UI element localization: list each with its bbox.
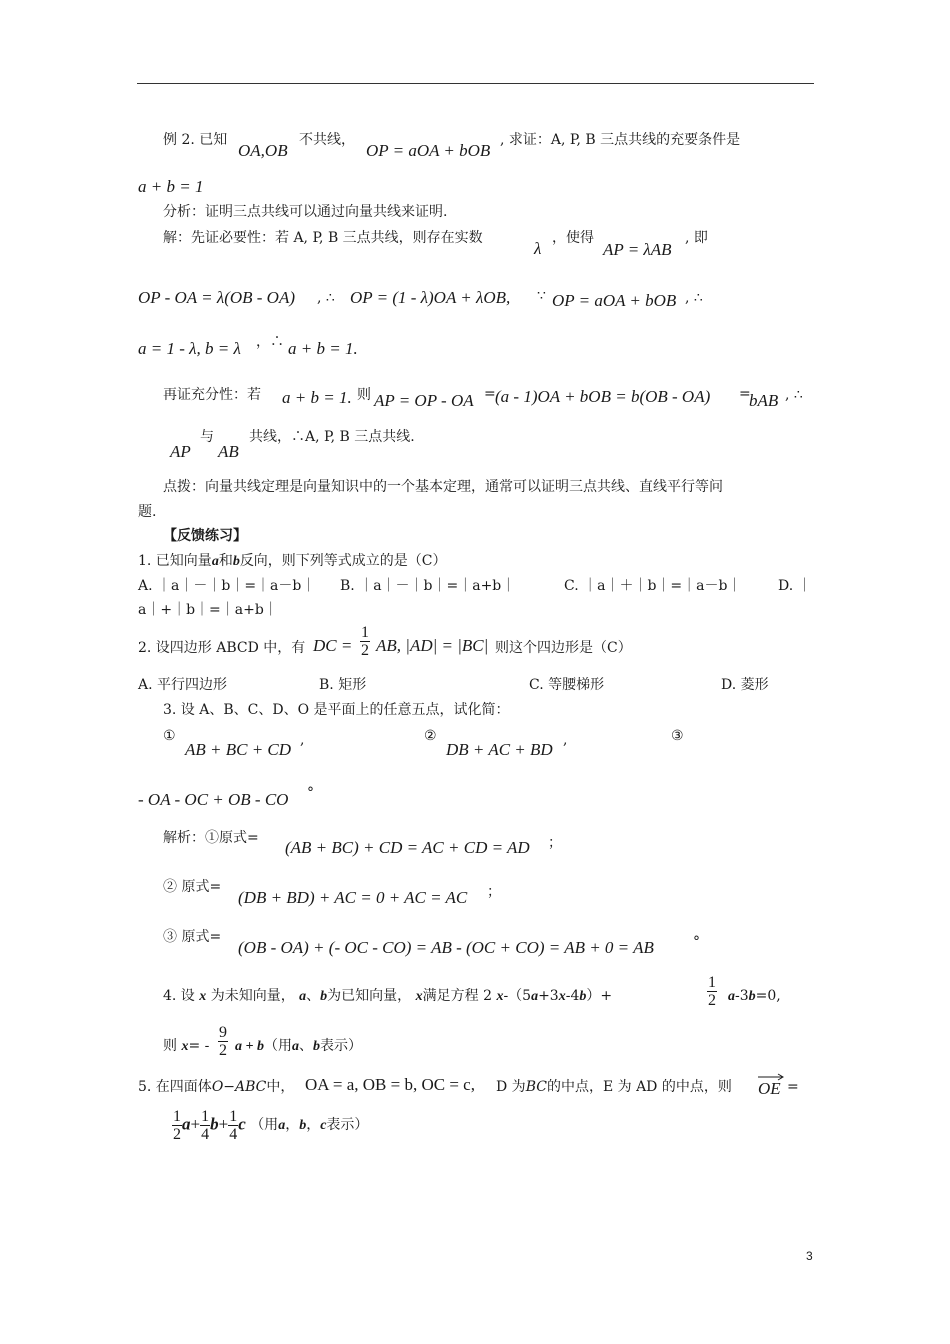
- ex2-collinear-conclusion: 共线，∴A, P, B 三点共线.: [249, 429, 415, 445]
- ex2-suf-bab: bAB: [749, 391, 779, 410]
- q2-stem-a: 2. 设四边形 ABCD 中，有: [138, 640, 306, 656]
- q2-option-d: D. 菱形: [721, 677, 769, 693]
- q2-half: [360, 624, 370, 659]
- q5-equals: =: [787, 1079, 799, 1095]
- q4-stem: [163, 987, 612, 1006]
- ex2-analysis: 分析：证明三点共线可以通过向量共线来证明.: [163, 204, 448, 220]
- q5-plus1: +: [190, 1114, 201, 1134]
- q5-tail-sep1: ，: [285, 1117, 300, 1133]
- q3-expr-1-punct: ,: [300, 732, 305, 748]
- q4-eq-part10: -3: [735, 988, 749, 1004]
- q4-ans-eq: = -: [188, 1038, 210, 1054]
- ex2-line1: [163, 131, 227, 149]
- header-rule: [137, 83, 814, 84]
- q4-ans-a: a: [291, 1039, 299, 1054]
- q2-half-num: 1: [361, 624, 369, 641]
- q2-ab-ad-bc: AB, |AD| = |BC|: [376, 636, 489, 655]
- q5-tetrahedron: O−ABC: [211, 1079, 267, 1095]
- q3-circle-3: ③: [671, 728, 684, 744]
- q3-expr-3-punct: °: [307, 785, 314, 801]
- q5-tail-sep2: ，: [306, 1117, 321, 1133]
- q4-ans-x: x: [181, 1039, 189, 1054]
- q4-b: b: [320, 989, 328, 1004]
- q2-option-a: A. 平行四边形: [138, 677, 228, 693]
- q3-sol1: (AB + BC) + CD = AC + CD = AD: [285, 838, 530, 857]
- q5-tail-a: a: [278, 1118, 286, 1133]
- ex2-therefore2: , ∴: [685, 290, 703, 306]
- q4-half: [707, 974, 717, 1009]
- q5-frac3-den: 4: [229, 1126, 238, 1143]
- ex2-tip-line2: 题.: [138, 504, 157, 520]
- q5-tail-c: c: [320, 1118, 327, 1133]
- q4-x: x: [199, 989, 207, 1004]
- ex2-namely: , 即: [685, 230, 708, 246]
- ex2-ap-lambda-ab: AP = λAB: [603, 240, 672, 259]
- ex2-intro: 例 2. 已知: [163, 132, 228, 148]
- q4-eq-x2: x: [558, 989, 566, 1004]
- q3-sol2: (DB + BD) + AC = 0 + AC = AC: [238, 888, 468, 907]
- ex2-ab: AB: [218, 442, 239, 461]
- ex2-suf-ap: AP = OP - OA: [374, 391, 474, 410]
- q1-stem-c: 反向，则下列等式成立的是（C）: [239, 553, 447, 569]
- q1-option-c: C. ｜a｜＋｜b｜=｜a－b｜: [564, 578, 742, 594]
- q2-option-b: B. 矩形: [319, 677, 367, 693]
- q1-option-a: A. ｜a｜－｜b｜=｜a－b｜: [138, 578, 316, 594]
- q4-nine-halves: [218, 1024, 228, 1059]
- ex2-prove-text: , 求证：A, P, B 三点共线的充要条件是: [500, 132, 741, 148]
- q4-equation-tail: [728, 987, 781, 1006]
- q2-stem-b: 则这个四边形是（C）: [495, 640, 632, 656]
- ex2-because: ∵: [537, 288, 546, 304]
- q2-fraction: [360, 624, 370, 659]
- q4-eq-b: b: [579, 989, 587, 1004]
- q4-stem-b: 为未知向量，: [210, 988, 295, 1004]
- ex2-equals2: =: [739, 386, 751, 402]
- ex2-step4: a = 1 - λ, b = λ: [138, 339, 241, 358]
- q5-stem-d: 的中点，E 为 AD 的中点，则: [546, 1079, 732, 1095]
- q2-option-c: C. 等腰梯形: [529, 677, 605, 693]
- ex2-such-that: ，使得: [552, 230, 594, 246]
- page-number: 3: [806, 1249, 813, 1263]
- q5-stem-a-text: 5. 在四面体: [138, 1079, 212, 1095]
- ex2-and: 与: [200, 429, 214, 445]
- q4-eq-part4: +3: [538, 988, 559, 1004]
- q5-stem-b: 中，: [266, 1079, 295, 1095]
- ex2-condition: a + b = 1: [138, 177, 204, 196]
- ex2-step2: OP = (1 - λ)OA + λOB,: [350, 288, 511, 307]
- q1-stem-b: 和: [218, 553, 233, 569]
- q5-plus2: +: [218, 1114, 229, 1134]
- q3-sol1-label: 解析：①原式=: [163, 830, 259, 846]
- q3-expr-3: - OA - OC + OB - CO: [138, 790, 289, 809]
- q4-a: a: [299, 989, 307, 1004]
- q5-tail-use: （用: [250, 1117, 279, 1133]
- q3-expr-1: AB + BC + CD: [185, 740, 292, 759]
- q5-frac1-den: 2: [173, 1126, 181, 1143]
- ex2-step1: OP - OA = λ(OB - OA): [138, 288, 296, 307]
- ex2-step5: a + b = 1.: [288, 339, 358, 358]
- q5-ans-a: a: [182, 1114, 191, 1134]
- q5-frac3-num: 1: [229, 1108, 238, 1125]
- q4-fraction: [707, 974, 717, 1009]
- q4-eq-x: x: [496, 989, 504, 1004]
- q4-answer-b: [235, 1037, 362, 1056]
- q3-sol2-label: ② 原式=: [163, 879, 222, 895]
- q5-tail: [250, 1117, 368, 1133]
- q4-ans-use: （用: [263, 1038, 292, 1054]
- ex2-noncollinear: 不共线，: [299, 132, 355, 148]
- q4-eq-part6: -4: [565, 988, 580, 1004]
- q5-bc: BC: [525, 1079, 547, 1095]
- q4-nine-den: 2: [219, 1042, 227, 1059]
- q2-half-den: 2: [361, 642, 369, 659]
- q4-stem-e: 满足方程 2: [422, 988, 492, 1004]
- q1-option-d-cont: a｜+｜b｜=｜a+b｜: [138, 602, 278, 618]
- q4-stem-a: 4. 设: [163, 988, 195, 1004]
- ex2-therefore4: , ∴: [785, 387, 803, 403]
- q4-eq-b2: b: [748, 989, 756, 1004]
- q4-eq-a2: a: [728, 989, 735, 1004]
- q1-stem: [138, 552, 447, 571]
- ex2-tip-line1: 点拨：向量共线定理是向量知识中的一个基本定理，通常可以证明三点共线、直线平行等问: [163, 479, 723, 495]
- ex2-then: 则: [357, 387, 371, 403]
- q3-sol3: (OB - OA) + (- OC - CO) = AB - (OC + CO) = AB + 0 = AB: [238, 938, 654, 957]
- q4-stem-d: 为已知向量，: [327, 988, 412, 1004]
- q4-half-num: 1: [708, 974, 716, 991]
- q1-vec-a: a: [211, 554, 219, 569]
- q5-frac2-num: 1: [201, 1108, 210, 1125]
- q4-answer-a: [163, 1037, 209, 1056]
- q5-tail-represent: 表示）: [326, 1117, 369, 1133]
- ex2-sufficiency: 再证充分性：若: [163, 387, 261, 403]
- q5-frac1-num: 1: [173, 1108, 181, 1125]
- q3-circle-2: ②: [424, 728, 437, 744]
- q5-frac-quarter-2: [228, 1108, 238, 1143]
- ex2-step3: OP = aOA + bOB: [552, 291, 677, 310]
- q4-x2: x: [415, 989, 423, 1004]
- q4-ans-fraction: [218, 1024, 228, 1059]
- q3-sol3-label: ③ 原式=: [163, 929, 222, 945]
- q1-vec-b: b: [232, 554, 240, 569]
- ex2-therefore3: ，∴: [256, 334, 284, 350]
- q4-stem-c: 、: [306, 988, 321, 1004]
- q4-ans-then: 则: [163, 1038, 177, 1054]
- ex2-solution-start: 解：先证必要性：若 A, P, B 三点共线，则存在实数: [163, 230, 483, 246]
- q4-half-den: 2: [708, 992, 716, 1009]
- q3-circle-1: ①: [163, 728, 176, 744]
- q1-stem-a: 1. 已知向量: [138, 553, 212, 569]
- q4-ans-sep: 、: [298, 1038, 313, 1054]
- q5-tail-b: b: [299, 1118, 307, 1133]
- q4-ans-represent: 表示）: [319, 1038, 362, 1054]
- q5-stem-c: [496, 1078, 732, 1096]
- q4-eq-part8: ）+: [586, 988, 613, 1004]
- q5-frac-quarter-1: [200, 1108, 210, 1143]
- ex2-suf-expansion: (a - 1)OA + bOB = b(OB - OA): [495, 387, 711, 406]
- q5-stem-a: [138, 1078, 294, 1096]
- q4-ans-expr: a + b: [235, 1039, 264, 1054]
- ex2-therefore1: , ∴: [317, 290, 335, 306]
- q5-vectors: OA = a, OB = b, OC = c,: [305, 1075, 475, 1094]
- q4-ans-b: b: [312, 1039, 320, 1054]
- q5-frac-half: [172, 1108, 182, 1143]
- ex2-vectors-oa-ob: OA,OB: [238, 141, 288, 160]
- q4-nine-num: 9: [219, 1024, 227, 1041]
- ex2-suf-condition: a + b = 1.: [282, 388, 352, 407]
- q3-expr-2-punct: ,: [563, 732, 568, 748]
- ex2-lambda: λ: [534, 239, 542, 258]
- feedback-heading: 【反馈练习】: [163, 528, 247, 544]
- q5-ans-c: c: [238, 1114, 246, 1134]
- ex2-op-expression: OP = aOA + bOB: [366, 141, 491, 160]
- q2-dc: DC =: [313, 636, 353, 655]
- q5-frac2-den: 4: [201, 1126, 210, 1143]
- q3-expr-2: DB + AC + BD: [446, 740, 553, 759]
- q1-option-d: D. ｜: [778, 578, 812, 594]
- q5-answer: [172, 1108, 368, 1143]
- ex2-ap: AP: [170, 442, 191, 461]
- q3-sol1-punct: ；: [548, 835, 562, 851]
- q5-oe: OE: [758, 1079, 781, 1098]
- q5-ans-b: b: [210, 1114, 219, 1134]
- q3-stem: 3. 设 A、B、C、D、O 是平面上的任意五点，试化简：: [163, 702, 510, 718]
- q3-sol2-punct: ；: [487, 884, 501, 900]
- q1-option-b: B. ｜a｜－｜b｜=｜a+b｜: [340, 578, 516, 594]
- q5-stem-c-text: D 为: [496, 1079, 526, 1095]
- q4-eq-end: =0,: [755, 988, 781, 1004]
- q4-eq-part2: -（5: [503, 988, 532, 1004]
- ex2-equals1: =: [484, 386, 496, 402]
- q4-eq-a: a: [531, 989, 539, 1004]
- q3-sol3-punct: °: [693, 934, 700, 950]
